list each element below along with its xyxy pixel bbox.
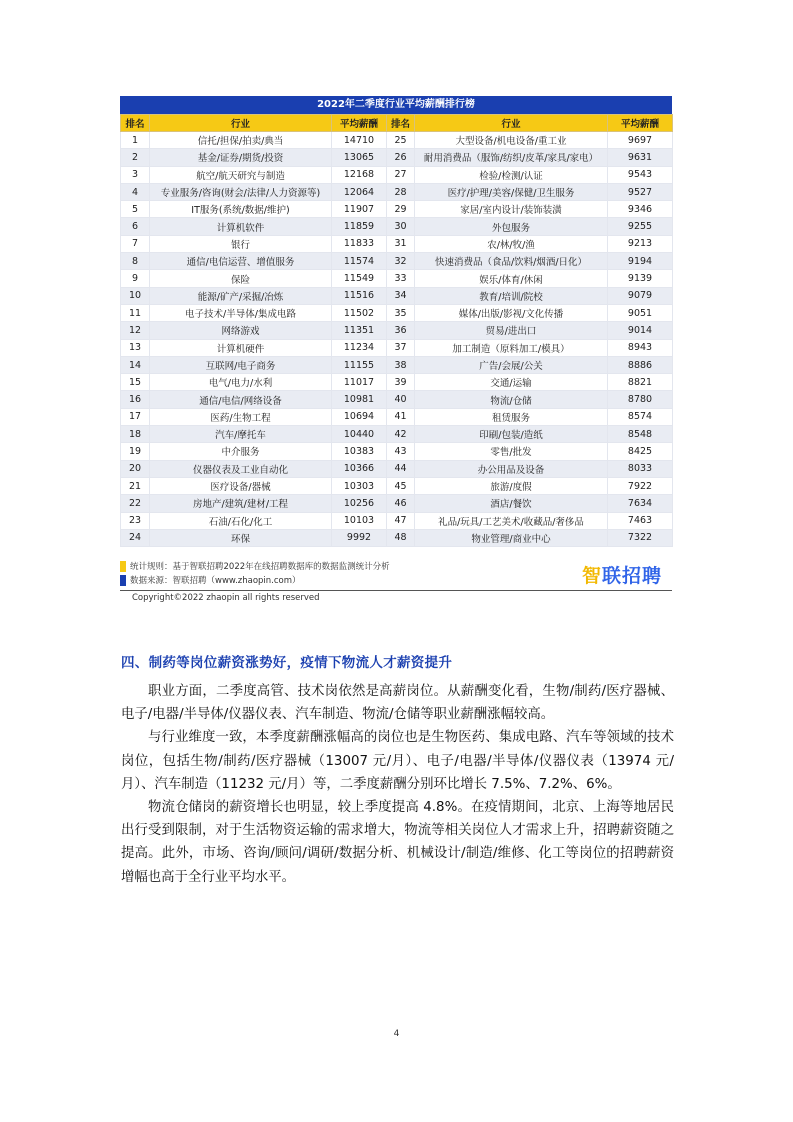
cell-rank-left: 3 — [121, 166, 150, 183]
header-rank-left: 排名 — [121, 115, 150, 132]
cell-industry-left: 航空/航天研究与制造 — [150, 166, 332, 183]
cell-salary-left: 9992 — [332, 529, 387, 546]
cell-rank-right: 42 — [387, 426, 415, 443]
table-row — [121, 339, 673, 356]
paragraph: 与行业维度一致，本季度薪酬涨幅高的岗位也是生物医药、集成电路、汽车等领域的技术岗位，包括生物/制药/医疗器械（13007 元/月）、电子/电器/半导体/仪器仪表（13974 元/月）、汽车制造（11232 元/月）等，二季度薪酬分别环比增长 7.5%、7.2%、6%。 — [121, 730, 674, 792]
cell-salary-right: 9014 — [608, 322, 673, 339]
cell-salary-left: 13065 — [332, 149, 387, 166]
cell-salary-right: 8548 — [608, 426, 673, 443]
cell-salary-right: 7634 — [608, 495, 673, 512]
cell-rank-left: 6 — [121, 218, 150, 235]
cell-rank-right: 28 — [387, 183, 415, 200]
cell-rank-left: 1 — [121, 132, 150, 149]
cell-rank-left: 9 — [121, 270, 150, 287]
cell-rank-right: 31 — [387, 235, 415, 252]
cell-industry-left: 能源/矿产/采掘/冶炼 — [150, 287, 332, 304]
cell-rank-left: 4 — [121, 183, 150, 200]
table-row — [121, 408, 673, 425]
cell-industry-left: 网络游戏 — [150, 322, 332, 339]
logo-rest: 联招聘 — [601, 565, 662, 588]
cell-rank-right: 41 — [387, 408, 415, 425]
table-row — [121, 529, 673, 546]
cell-salary-left: 11351 — [332, 322, 387, 339]
cell-industry-right: 广告/会展/公关 — [415, 356, 608, 373]
cell-industry-right: 大型设备/机电设备/重工业 — [415, 132, 608, 149]
paragraph: 物流仓储岗的薪资增长也明显，较上季度提高 4.8%。在疫情期间，北京、上海等地居民出行受到限制，对于生活物资运输的需求增大，物流等相关岗位人才需求上升，招聘薪资随之提高。此外，市场、咨询/顾问/调研/数据分析、机械设计/制造/维修、化工等岗位的招聘薪资增幅也高于全行业平均水平。 — [121, 800, 674, 885]
legend-divider — [120, 590, 672, 591]
cell-salary-left: 10303 — [332, 477, 387, 494]
cell-industry-left: 银行 — [150, 235, 332, 252]
cell-industry-left: 通信/电信/网络设备 — [150, 391, 332, 408]
table-row — [121, 132, 673, 149]
cell-salary-right: 9543 — [608, 166, 673, 183]
cell-industry-right: 物流/仓储 — [415, 391, 608, 408]
cell-salary-right: 9697 — [608, 132, 673, 149]
cell-rank-right: 40 — [387, 391, 415, 408]
cell-industry-right: 快速消费品（食品/饮料/烟酒/日化） — [415, 253, 608, 270]
cell-industry-left: 保险 — [150, 270, 332, 287]
yellow-swatch-icon — [120, 561, 126, 572]
cell-salary-right: 8943 — [608, 339, 673, 356]
cell-salary-right: 9213 — [608, 235, 673, 252]
cell-industry-left: 互联网/电子商务 — [150, 356, 332, 373]
cell-salary-left: 10366 — [332, 460, 387, 477]
cell-rank-right: 37 — [387, 339, 415, 356]
body-text — [121, 680, 674, 889]
cell-salary-left: 12064 — [332, 183, 387, 200]
cell-salary-right: 8821 — [608, 374, 673, 391]
table-row — [121, 166, 673, 183]
cell-rank-right: 45 — [387, 477, 415, 494]
cell-industry-left: 房地产/建筑/建材/工程 — [150, 495, 332, 512]
cell-industry-right: 检验/检测/认证 — [415, 166, 608, 183]
cell-industry-left: 电子技术/半导体/集成电路 — [150, 304, 332, 321]
cell-salary-left: 10103 — [332, 512, 387, 529]
blue-swatch-icon — [120, 575, 126, 586]
cell-salary-right: 9527 — [608, 183, 673, 200]
cell-salary-right: 8033 — [608, 460, 673, 477]
cell-salary-left: 11833 — [332, 235, 387, 252]
cell-rank-right: 27 — [387, 166, 415, 183]
legend-data-source-text: 数据来源：智联招聘（www.zhaopin.com） — [130, 576, 301, 587]
cell-industry-right: 娱乐/体育/休闲 — [415, 270, 608, 287]
paragraph: 职业方面，二季度高管、技术岗依然是高薪岗位。从薪酬变化看，生物/制药/医疗器械、电子/电器/半导体/仪器仪表、汽车制造、物流/仓储等职业薪酬涨幅较高。 — [121, 684, 674, 723]
table-row — [121, 183, 673, 200]
cell-industry-left: 中介服务 — [150, 443, 332, 460]
salary-ranking-figure — [120, 96, 672, 605]
cell-rank-right: 39 — [387, 374, 415, 391]
cell-rank-left: 12 — [121, 322, 150, 339]
header-industry-left: 行业 — [150, 115, 332, 132]
cell-salary-right: 9255 — [608, 218, 673, 235]
cell-industry-right: 物业管理/商业中心 — [415, 529, 608, 546]
cell-industry-right: 零售/批发 — [415, 443, 608, 460]
cell-rank-left: 18 — [121, 426, 150, 443]
cell-industry-left: 计算机硬件 — [150, 339, 332, 356]
cell-salary-right: 7922 — [608, 477, 673, 494]
cell-rank-right: 38 — [387, 356, 415, 373]
cell-industry-left: 通信/电信运营、增值服务 — [150, 253, 332, 270]
cell-salary-right: 8886 — [608, 356, 673, 373]
cell-rank-right: 46 — [387, 495, 415, 512]
cell-rank-left: 2 — [121, 149, 150, 166]
cell-industry-right: 外包服务 — [415, 218, 608, 235]
salary-ranking-table — [120, 114, 673, 547]
cell-salary-right: 9079 — [608, 287, 673, 304]
cell-industry-right: 农/林/牧/渔 — [415, 235, 608, 252]
table-row — [121, 304, 673, 321]
cell-salary-right: 8780 — [608, 391, 673, 408]
cell-salary-left: 11017 — [332, 374, 387, 391]
cell-rank-left: 21 — [121, 477, 150, 494]
cell-salary-left: 11859 — [332, 218, 387, 235]
cell-salary-left: 12168 — [332, 166, 387, 183]
cell-salary-right: 8425 — [608, 443, 673, 460]
cell-rank-left: 19 — [121, 443, 150, 460]
cell-salary-left: 10981 — [332, 391, 387, 408]
cell-industry-left: 专业服务/咨询(财会/法律/人力资源等) — [150, 183, 332, 200]
header-industry-right: 行业 — [415, 115, 608, 132]
page-number: 4 — [393, 1029, 400, 1039]
cell-salary-right: 7322 — [608, 529, 673, 546]
cell-rank-left: 24 — [121, 529, 150, 546]
cell-industry-left: 石油/石化/化工 — [150, 512, 332, 529]
cell-rank-left: 7 — [121, 235, 150, 252]
cell-industry-right: 加工制造（原料加工/模具） — [415, 339, 608, 356]
cell-industry-left: 基金/证券/期货/投资 — [150, 149, 332, 166]
cell-rank-left: 17 — [121, 408, 150, 425]
cell-salary-left: 11574 — [332, 253, 387, 270]
cell-rank-left: 11 — [121, 304, 150, 321]
cell-rank-right: 26 — [387, 149, 415, 166]
cell-salary-left: 14710 — [332, 132, 387, 149]
cell-industry-left: IT服务(系统/数据/维护) — [150, 201, 332, 218]
cell-industry-left: 电气/电力/水利 — [150, 374, 332, 391]
cell-salary-right: 8574 — [608, 408, 673, 425]
cell-industry-right: 耐用消费品（服饰/纺织/皮革/家具/家电） — [415, 149, 608, 166]
cell-rank-right: 30 — [387, 218, 415, 235]
cell-salary-left: 10383 — [332, 443, 387, 460]
cell-industry-right: 旅游/度假 — [415, 477, 608, 494]
table-row — [121, 391, 673, 408]
table-row — [121, 218, 673, 235]
cell-rank-right: 47 — [387, 512, 415, 529]
section-heading: 四、制药等岗位薪资涨势好，疫情下物流人才薪资提升 — [121, 655, 453, 671]
zhaopin-logo — [582, 561, 662, 588]
cell-rank-right: 34 — [387, 287, 415, 304]
cell-rank-right: 35 — [387, 304, 415, 321]
cell-industry-left: 医疗设备/器械 — [150, 477, 332, 494]
table-row — [121, 443, 673, 460]
cell-salary-left: 11516 — [332, 287, 387, 304]
table-row — [121, 477, 673, 494]
table-row — [121, 495, 673, 512]
cell-industry-right: 医疗/护理/美容/保健/卫生服务 — [415, 183, 608, 200]
header-salary-right: 平均薪酬 — [608, 115, 673, 132]
legend-stat-rule-text: 统计规则：基于智联招聘2022年在线招聘数据库的数据监测统计分析 — [130, 562, 390, 573]
cell-salary-left: 10256 — [332, 495, 387, 512]
table-row — [121, 201, 673, 218]
cell-rank-left: 15 — [121, 374, 150, 391]
cell-rank-left: 10 — [121, 287, 150, 304]
cell-salary-right: 9051 — [608, 304, 673, 321]
cell-rank-right: 36 — [387, 322, 415, 339]
cell-rank-left: 14 — [121, 356, 150, 373]
cell-industry-left: 医药/生物工程 — [150, 408, 332, 425]
cell-industry-right: 家居/室内设计/装饰装潢 — [415, 201, 608, 218]
cell-industry-left: 汽车/摩托车 — [150, 426, 332, 443]
table-body — [121, 132, 673, 547]
cell-industry-right: 租赁服务 — [415, 408, 608, 425]
cell-salary-right: 9631 — [608, 149, 673, 166]
cell-rank-left: 22 — [121, 495, 150, 512]
cell-rank-left: 8 — [121, 253, 150, 270]
cell-rank-right: 43 — [387, 443, 415, 460]
cell-industry-right: 交通/运输 — [415, 374, 608, 391]
cell-rank-left: 23 — [121, 512, 150, 529]
table-row — [121, 235, 673, 252]
cell-rank-right: 25 — [387, 132, 415, 149]
cell-salary-right: 9139 — [608, 270, 673, 287]
table-row — [121, 253, 673, 270]
header-rank-right: 排名 — [387, 115, 415, 132]
cell-rank-right: 33 — [387, 270, 415, 287]
table-row — [121, 270, 673, 287]
cell-rank-left: 13 — [121, 339, 150, 356]
table-row — [121, 426, 673, 443]
cell-salary-left: 10440 — [332, 426, 387, 443]
cell-industry-right: 礼品/玩具/工艺美术/收藏品/奢侈品 — [415, 512, 608, 529]
cell-industry-right: 教育/培训/院校 — [415, 287, 608, 304]
cell-salary-left: 11234 — [332, 339, 387, 356]
cell-industry-right: 办公用品及设备 — [415, 460, 608, 477]
table-title: 2022年二季度行业平均薪酬排行榜 — [120, 96, 672, 114]
cell-industry-left: 信托/担保/拍卖/典当 — [150, 132, 332, 149]
cell-industry-right: 媒体/出版/影视/文化传播 — [415, 304, 608, 321]
header-salary-left: 平均薪酬 — [332, 115, 387, 132]
table-legend — [120, 559, 672, 605]
table-row — [121, 374, 673, 391]
cell-industry-right: 酒店/餐饮 — [415, 495, 608, 512]
cell-rank-left: 5 — [121, 201, 150, 218]
cell-rank-right: 48 — [387, 529, 415, 546]
cell-industry-right: 印刷/包装/造纸 — [415, 426, 608, 443]
cell-rank-right: 32 — [387, 253, 415, 270]
copyright-text: Copyright©2022 zhaopin all rights reserved — [132, 593, 320, 604]
cell-industry-left: 仪器仪表及工业自动化 — [150, 460, 332, 477]
cell-industry-left: 环保 — [150, 529, 332, 546]
table-row — [121, 512, 673, 529]
cell-salary-right: 9194 — [608, 253, 673, 270]
table-row — [121, 322, 673, 339]
cell-salary-left: 10694 — [332, 408, 387, 425]
table-row — [121, 149, 673, 166]
table-header-row — [121, 115, 673, 132]
cell-rank-left: 20 — [121, 460, 150, 477]
cell-industry-right: 贸易/进出口 — [415, 322, 608, 339]
cell-salary-right: 7463 — [608, 512, 673, 529]
logo-first-char: 智 — [581, 565, 602, 588]
table-row — [121, 287, 673, 304]
cell-rank-right: 29 — [387, 201, 415, 218]
table-row — [121, 356, 673, 373]
cell-salary-left: 11549 — [332, 270, 387, 287]
cell-salary-left: 11502 — [332, 304, 387, 321]
cell-rank-right: 44 — [387, 460, 415, 477]
cell-salary-right: 9346 — [608, 201, 673, 218]
cell-salary-left: 11907 — [332, 201, 387, 218]
cell-industry-left: 计算机软件 — [150, 218, 332, 235]
table-row — [121, 460, 673, 477]
cell-salary-left: 11155 — [332, 356, 387, 373]
cell-rank-left: 16 — [121, 391, 150, 408]
